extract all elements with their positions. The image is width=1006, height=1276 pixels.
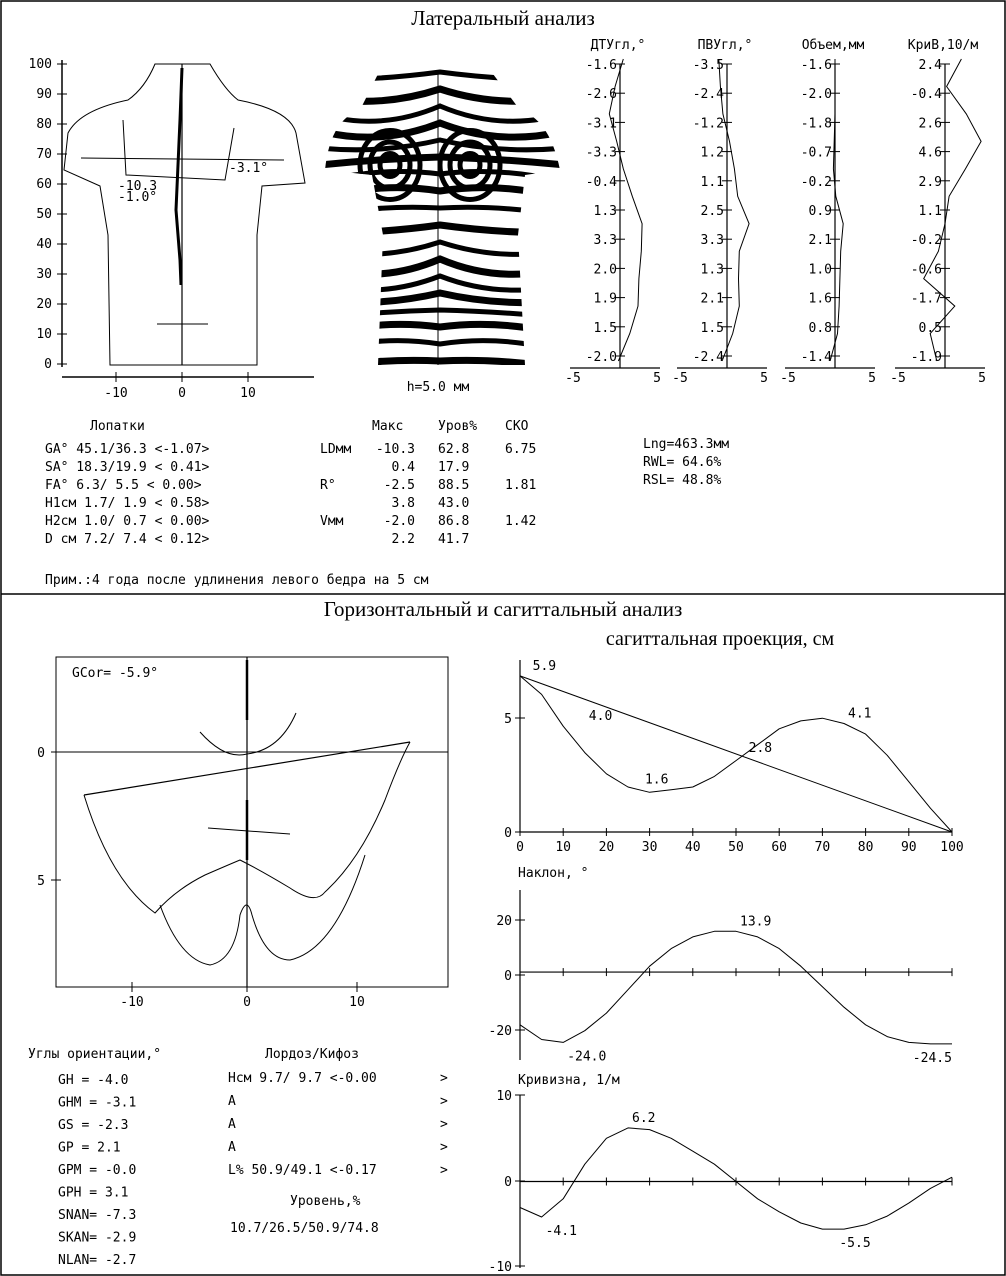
body-label-a: -3.1° <box>229 161 269 176</box>
profile-tick-label: 0.8 <box>808 320 832 336</box>
mid-row-max: 2.2 <box>391 532 415 547</box>
pelvis-line <box>208 828 290 834</box>
lordosis-row-left: А <box>228 1094 236 1109</box>
chart-x-tick-label: 80 <box>857 840 874 855</box>
chart-x-tick-label: 50 <box>728 840 744 855</box>
chart-title: Кривизна, 1/м <box>518 1073 620 1088</box>
profile-tick-label: -2.0 <box>585 350 617 365</box>
profile-tick-label: 2.1 <box>808 233 832 249</box>
mid-row-level: 88.5 <box>438 478 470 493</box>
profile-title: ДТУгл,° <box>590 38 646 53</box>
body-y-tick-label: 0 <box>44 357 52 372</box>
profile-x-min: -5 <box>672 371 688 386</box>
lordosis-row-left: А <box>228 1117 236 1132</box>
profile-chart <box>890 38 986 386</box>
chart-x-tick-label: 0 <box>516 840 524 855</box>
profile-x-max: 5 <box>978 371 986 386</box>
body-chart <box>29 57 314 401</box>
chart-y-tick-label: -20 <box>488 1024 512 1039</box>
orientation-row: GS = -2.3 <box>58 1118 129 1133</box>
data-label: 2.8 <box>748 740 773 756</box>
profile-tick-label: 2.0 <box>593 262 617 278</box>
profile-tick-label: -3.1 <box>585 116 617 132</box>
horizontal-title: Горизонтальный и сагиттальный анализ <box>323 597 683 621</box>
sagittal-chart <box>489 1073 952 1275</box>
orientation-row: SKAN= -2.9 <box>58 1230 137 1246</box>
profile-tick-label: -1.9 <box>910 350 942 365</box>
body-y-tick-label: 30 <box>36 267 52 282</box>
profile-chart <box>672 38 768 386</box>
section-x-tick-label: -10 <box>120 995 144 1010</box>
data-label: -5.5 <box>839 1236 871 1252</box>
body-label-c: -1.0° <box>118 190 158 205</box>
body-y-tick-label: 40 <box>36 237 52 252</box>
lordosis-row-left: Нсм 9.7/ 9.7 <-0.00 <box>228 1071 377 1086</box>
chart-y-tick-label: -10 <box>488 1260 512 1275</box>
scapula-row: SA° 18.3/19.9 < 0.41> <box>45 460 210 475</box>
profile-x-min: -5 <box>890 371 906 386</box>
profile-tick-label: 1.9 <box>593 291 617 307</box>
body-y-tick-label: 50 <box>36 207 52 222</box>
profile-tick-label: -1.6 <box>585 58 617 73</box>
profile-tick-label: -2.6 <box>585 87 617 103</box>
profile-tick-label: -2.4 <box>692 350 724 365</box>
profile-x-min: -5 <box>780 371 796 386</box>
mid-row-level: 62.8 <box>438 442 470 457</box>
body-y-tick-label: 10 <box>36 327 52 342</box>
body-y-tick-label: 70 <box>36 147 52 162</box>
orientation-row: GHM = -3.1 <box>58 1095 137 1111</box>
profile-tick-label: 1.5 <box>700 320 724 336</box>
chart-x-tick-label: 40 <box>684 840 701 855</box>
chart-title: Наклон, ° <box>518 866 589 881</box>
lordosis-row-right: > <box>440 1163 448 1178</box>
profile-tick-label: 1.5 <box>593 320 617 336</box>
level-header: Уров% <box>438 419 478 434</box>
lordosis-heading: Лордоз/Кифоз <box>265 1047 359 1062</box>
level-heading: Уровень,% <box>290 1194 361 1209</box>
mid-row-max: 0.4 <box>391 460 415 475</box>
mid-row-max: -2.5 <box>383 478 415 493</box>
orientation-panel <box>28 1047 448 1268</box>
length-row: RSL= 48.8% <box>643 473 722 488</box>
lordosis-row-right: > <box>440 1071 448 1086</box>
data-label: -4.1 <box>545 1223 577 1239</box>
orientation-row: NLAN= -2.7 <box>58 1253 137 1268</box>
chart-x-tick-label: 100 <box>940 840 964 855</box>
orientation-heading: Углы ориентации,° <box>28 1047 162 1062</box>
mid-row-level: 86.8 <box>438 514 470 529</box>
profile-tick-label: -2.0 <box>800 87 832 103</box>
data-label: 6.2 <box>632 1110 656 1126</box>
mid-row-sko: 1.42 <box>505 514 537 529</box>
chart-y-tick-label: 0 <box>504 1175 512 1190</box>
profile-title: ПВУгл,° <box>697 38 753 53</box>
mid-row-level: 17.9 <box>438 460 470 475</box>
profile-tick-label: 2.9 <box>918 174 942 190</box>
moire-caption: h=5.0 мм <box>406 380 470 395</box>
scapula-heading: Лопатки <box>90 419 145 434</box>
sagittal-chart <box>489 866 952 1066</box>
body-y-tick-label: 90 <box>36 87 52 102</box>
profile-tick-label: -0.7 <box>800 145 832 161</box>
profile-tick-label: 3.3 <box>700 233 724 249</box>
profile-tick-label: 0.9 <box>808 204 832 219</box>
section-x-tick-label: 10 <box>349 995 365 1010</box>
chart-x-tick-label: 30 <box>641 840 658 855</box>
chart-y-tick-label: 0 <box>504 969 512 984</box>
profile-tick-label: -1.2 <box>692 116 724 132</box>
note: Прим.:4 года после удлинения левого бедра на 5 см <box>45 573 429 588</box>
mid-row-sko: 6.75 <box>505 442 537 457</box>
sko-header: СКО <box>505 419 529 434</box>
section-frame <box>56 657 448 987</box>
torso-outline <box>64 64 305 365</box>
lordosis-row-left: А <box>228 1140 236 1155</box>
profile-title: КриВ,10/м <box>907 38 979 53</box>
mid-row-max: 3.8 <box>391 496 415 511</box>
profile-tick-label: -1.4 <box>800 350 832 365</box>
lateral-title: Латеральный анализ <box>411 6 595 30</box>
data-label: 5.9 <box>532 658 557 674</box>
body-x-tick-label: 10 <box>240 386 256 401</box>
profile-tick-label: 3.3 <box>593 233 617 249</box>
chart-x-tick-label: 70 <box>814 840 831 855</box>
profile-tick-label: 1.3 <box>700 262 724 278</box>
mid-row-sko: 1.81 <box>505 478 537 493</box>
chart-x-tick-label: 90 <box>900 840 917 855</box>
profile-chart <box>780 38 876 386</box>
chart-y-tick-label: 10 <box>496 1089 512 1104</box>
body-x-tick-label: 0 <box>178 386 186 401</box>
profile-tick-label: -3.5 <box>692 58 724 73</box>
chart-x-tick-label: 20 <box>598 840 615 855</box>
body-y-tick-label: 60 <box>36 177 52 192</box>
profile-tick-label: 2.5 <box>700 204 724 219</box>
data-label: -24.0 <box>567 1049 607 1065</box>
profile-tick-label: 1.1 <box>918 204 942 219</box>
sagittal-chart <box>504 659 964 855</box>
body-label-b: -10.3 <box>118 179 158 194</box>
moire-background <box>320 55 565 370</box>
chart-y-tick-label: 5 <box>504 712 512 727</box>
profile-x-max: 5 <box>868 371 876 386</box>
profile-tick-label: -0.2 <box>910 233 942 249</box>
data-label: -24.5 <box>912 1050 952 1066</box>
mid-row-label: LDмм <box>320 442 352 457</box>
profile-tick-label: 1.0 <box>808 262 832 278</box>
mid-row-label: R° <box>320 478 336 493</box>
mid-row-label: Vмм <box>320 514 344 529</box>
chart-x-tick-label: 10 <box>555 840 572 855</box>
sagittal-subtitle: сагиттальная проекция, см <box>605 628 835 650</box>
section-x-tick-label: 0 <box>243 995 251 1010</box>
level-values: 10.7/26.5/50.9/74.8 <box>230 1221 379 1236</box>
scapula-row: GA° 45.1/36.3 <-1.07> <box>45 442 210 457</box>
chart-x-tick-label: 60 <box>771 840 788 855</box>
profile-x-max: 5 <box>653 371 661 386</box>
mid-row-level: 43.0 <box>438 496 470 511</box>
chart-y-tick-label: 0 <box>504 826 512 841</box>
profile-tick-label: -1.6 <box>800 58 832 73</box>
lateral-table <box>45 419 729 588</box>
scapula-row: H2см 1.0/ 0.7 < 0.00> <box>45 514 210 529</box>
chart-y-tick-label: 20 <box>496 914 512 929</box>
section-y-tick-label: 0 <box>37 746 45 761</box>
profile-title: Объем,мм <box>801 38 865 53</box>
body-y-tick-label: 20 <box>36 297 52 312</box>
length-row: RWL= 64.6% <box>643 455 722 470</box>
profile-tick-label: 1.2 <box>700 145 724 161</box>
profile-charts <box>565 38 986 386</box>
profile-tick-label: -0.4 <box>910 87 942 103</box>
lordosis-row-right: > <box>440 1094 448 1109</box>
profile-x-max: 5 <box>760 371 768 386</box>
series-line <box>520 676 952 832</box>
orientation-row: GP = 2.1 <box>58 1140 121 1156</box>
scapula-row: FA° 6.3/ 5.5 < 0.00> <box>45 478 202 493</box>
lordosis-row-right: > <box>440 1140 448 1155</box>
mid-row-level: 41.7 <box>438 532 470 547</box>
orientation-row: GPM = -0.0 <box>58 1163 137 1178</box>
orientation-row: GPH = 3.1 <box>58 1185 129 1201</box>
profile-tick-label: 2.4 <box>918 58 942 73</box>
gcor-label: GCor= -5.9° <box>72 666 159 681</box>
profile-tick-label: -0.6 <box>910 262 942 278</box>
lordosis-row-left: L% 50.9/49.1 <-0.17 <box>228 1163 377 1178</box>
profile-tick-label: 0.5 <box>918 320 942 336</box>
data-label: 13.9 <box>740 914 772 930</box>
mid-row-max: -10.3 <box>375 442 415 457</box>
profile-tick-label: 2.6 <box>918 116 942 132</box>
data-label: 4.1 <box>848 706 872 722</box>
max-header: Макс <box>372 419 404 434</box>
moire-image <box>320 55 565 395</box>
profile-tick-label: 2.1 <box>700 291 724 307</box>
orientation-row: GH = -4.0 <box>58 1073 129 1088</box>
profile-tick-label: -2.4 <box>692 87 724 103</box>
body-y-tick-label: 100 <box>28 57 52 72</box>
sagittal-charts <box>489 659 964 1275</box>
profile-tick-label: 4.6 <box>918 145 942 161</box>
orientation-row: SNAN= -7.3 <box>58 1208 137 1223</box>
data-label: 4.0 <box>588 709 613 725</box>
profile-tick-label: 1.6 <box>808 291 832 307</box>
data-label: 1.6 <box>644 772 669 788</box>
spine-line <box>176 68 182 285</box>
series-line <box>520 931 952 1044</box>
profile-chart <box>565 38 661 386</box>
profile-tick-label: 1.3 <box>593 204 617 219</box>
profile-tick-label: -0.2 <box>800 174 832 190</box>
lordosis-row-right: > <box>440 1117 448 1132</box>
profile-tick-label: -1.8 <box>800 116 832 132</box>
section-chart <box>37 657 448 1010</box>
section-y-tick-label: 5 <box>37 874 45 889</box>
body-y-tick-label: 80 <box>36 117 52 132</box>
profile-tick-label: -3.3 <box>585 145 617 161</box>
profile-tick-label: -1.7 <box>910 291 942 307</box>
scapula-row: H1см 1.7/ 1.9 < 0.58> <box>45 496 210 511</box>
profile-tick-label: 1.1 <box>700 174 724 190</box>
length-row: Lng=463.3мм <box>643 437 730 452</box>
mid-row-max: -2.0 <box>383 514 415 529</box>
profile-tick-label: -0.4 <box>585 174 617 190</box>
body-x-tick-label: -10 <box>104 386 128 401</box>
scapula-row: D см 7.2/ 7.4 < 0.12> <box>45 532 210 547</box>
profile-x-min: -5 <box>565 371 581 386</box>
